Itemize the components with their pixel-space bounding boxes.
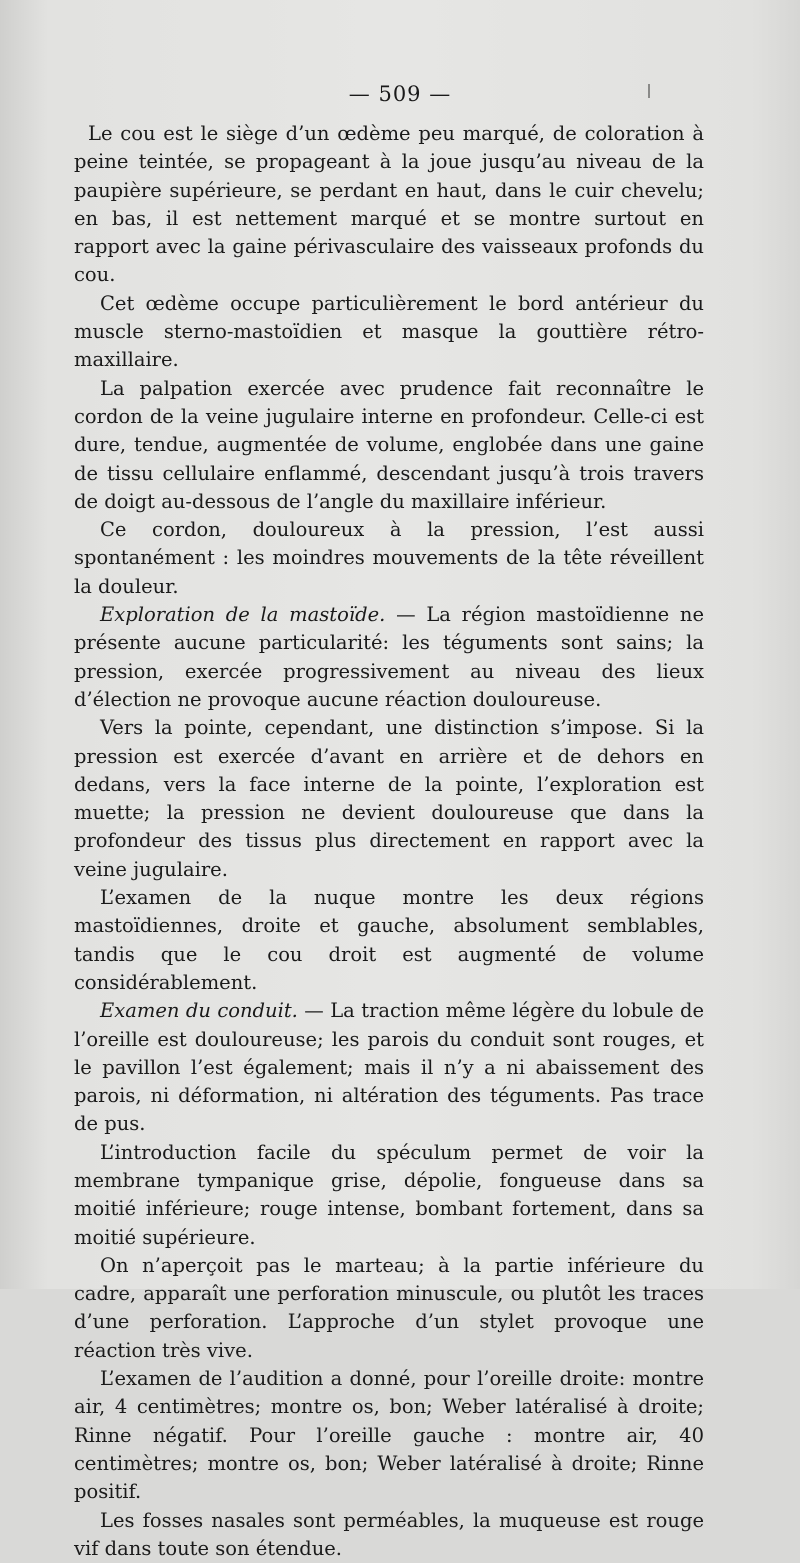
paragraph-11: L’examen de l’audition a donné, pour l’oreille droite: montre air, 4 centimètres; montre os, bon; Weber latéralisé à droite; Rinne négatif. Pour l’oreille gauche : montre air, 40 centimètres; montre os, bon; Weber latéralisé à droite; Rinne positif. bbox=[74, 1367, 704, 1504]
paragraph-9: L’introduction facile du spéculum permet de voir la membrane tympanique grise, dépolie, fongueuse dans sa moitié inférieure; rouge intense, bombant fortement, dans sa moitié supérieure. bbox=[74, 1140, 704, 1249]
paragraph-4: Ce cordon, douloureux à la pression, l’est aussi spontanément : les moindres mouvements de la tête réveillent la douleur. bbox=[74, 518, 704, 598]
paragraph-6: Vers la pointe, cependant, une distinction s’impose. Si la pression est exercée d’avant en arrière et de dehors en dedans, vers la face interne de la pointe, l’exploration est muette; la pression ne devient douloureuse que dans la profondeur des tissus plus directement en rapport avec la veine jugulaire. bbox=[74, 716, 704, 881]
paragraph-2: Cet œdème occupe particulièrement le bord antérieur du muscle sterno-mastoïdien et masque la gouttière rétro-maxillaire. bbox=[74, 291, 704, 372]
paragraph-10: On n’aperçoit pas le marteau; à la partie inférieure du cadre, apparaît une perforation minuscule, ou plutôt les traces d’une perforation. L’approche d’un stylet provoque une réaction très vive. bbox=[74, 1253, 704, 1362]
paragraph-8: Examen du conduit. — La traction même légère du lobule de l’oreille est douloureuse; les parois du conduit sont rouges, et le pavillon l’est également; mais il n’y a ni abaissement des parois, ni déformation, ni altération des téguments. Pas trace de pus. bbox=[74, 999, 704, 1136]
paragraph-3: La palpation exercée avec prudence fait reconnaître le cordon de la veine jugulaire interne en profondeur. Celle-ci est dure, tendue, augmentée de volume, englobée dans une gaine de tissu cellulaire enflammé, descendant jusqu’à trois travers de doigt au-dessous de l’angle du maxillaire inférieur. bbox=[74, 376, 704, 513]
paragraph-12: Les fosses nasales sont perméables, la muqueuse est rouge vif dans toute son étendue. bbox=[74, 1508, 704, 1560]
paragraph-1: Le cou est le siège d’un œdème peu marqué, de coloration à peine teintée, se propageant à la joue jusqu’au niveau de la paupière supérieure, se perdant en haut, dans le cuir chevelu; en bas, il est nettement marqué et se montre surtout en rapport avec la gaine périvasculaire des vaisseaux profonds du cou. bbox=[74, 122, 704, 287]
section-heading-mastoide: Exploration de la mastoïde. bbox=[100, 603, 386, 627]
paragraph-5: Exploration de la mastoïde. — La région mastoïdienne ne présente aucune particularité: les téguments sont sains; la pression, exercée progressivement au niveau des lieux d’élection ne provoque aucune réaction douloureuse. bbox=[74, 603, 704, 711]
paragraph-7: L’examen de la nuque montre les deux régions mastoïdiennes, droite et gauche, absolument semblables, tandis que le cou droit est augmenté de volume considérablement. bbox=[74, 886, 704, 994]
page-number: — 509 — bbox=[348, 82, 452, 106]
section-heading-conduit: Examen du conduit. bbox=[100, 999, 298, 1023]
body-text bbox=[74, 120, 704, 1563]
